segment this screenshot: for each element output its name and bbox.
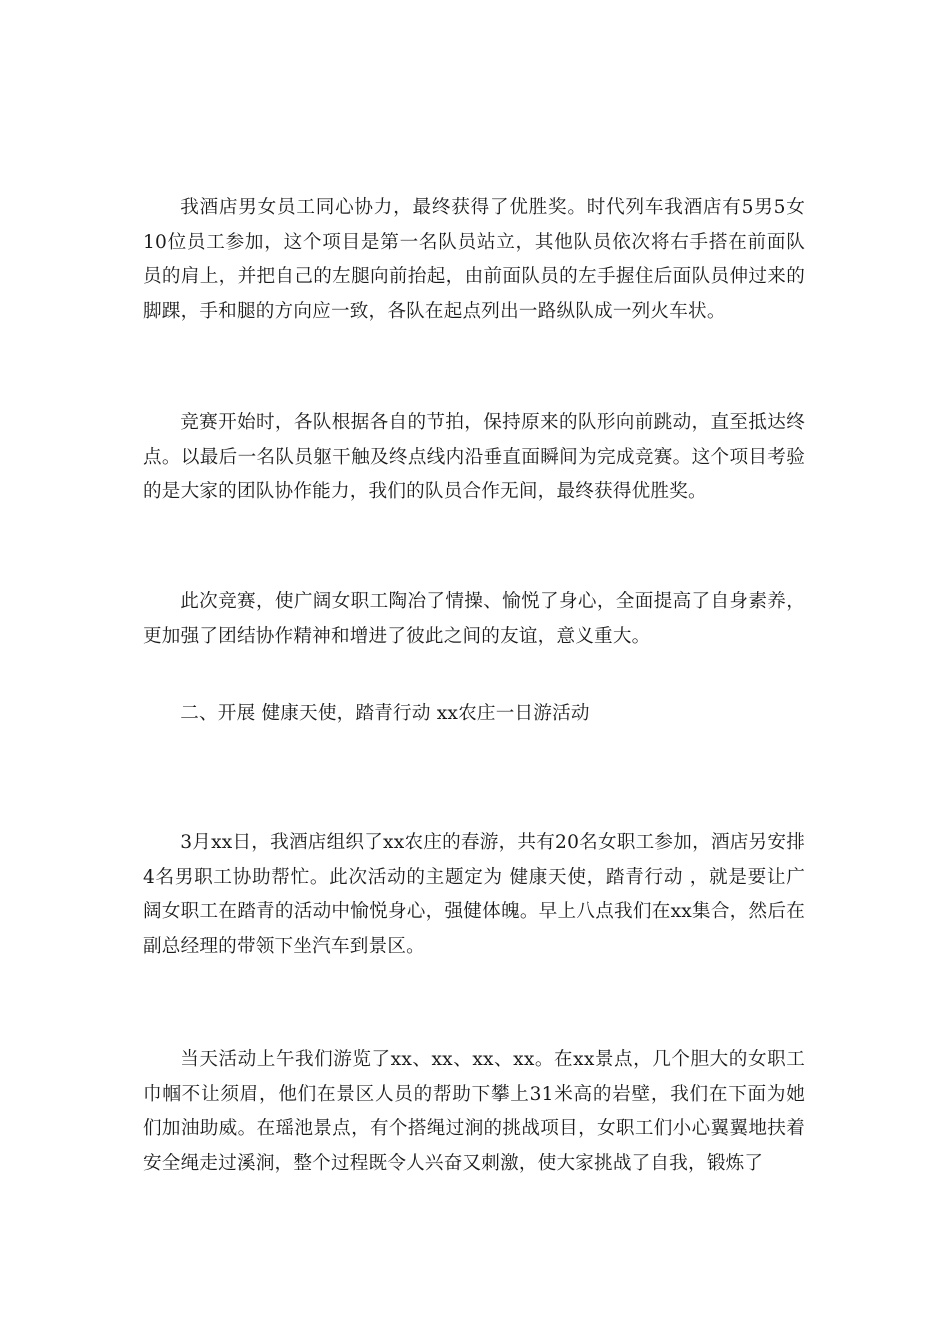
paragraph-competition-start: 竞赛开始时，各队根据各自的节拍，保持原来的队形向前跳动，直至抵达终点。以最后一名队员躯干触及终点线内沿垂直面瞬间为完成竞赛。这个项目考验的是大家的团队协作能力，我们的队员合作无间，最终获得优胜奖。 [143, 412, 805, 502]
paragraph-time-train-event: 我酒店男女员工同心协力，最终获得了优胜奖。时代列车我酒店有5男5女10位员工参加，这个项目是第一名队员站立，其他队员依次将右手搭在前面队员的肩上，并把自己的左腿向前抬起，由前面队员的左手握住后面队员伸过来的脚踝，手和腿的方向应一致，各队在起点列出一路纵队成一列火车状。 [143, 197, 805, 322]
paragraph-competition-summary: 此次竞赛，使广阔女职工陶冶了情操、愉悦了身心，全面提高了自身素养，更加强了团结协作精神和增进了彼此之间的友谊，意义重大。 [143, 591, 805, 647]
section-heading-farm-trip: 二、开展 健康天使，踏青行动 xx农庄一日游活动 [180, 703, 590, 724]
paragraph-spring-outing: 3月xx日，我酒店组织了xx农庄的春游，共有20名女职工参加，酒店另安排4名男职工协助帮忙。此次活动的主题定为 健康天使，踏青行动 ，就是要让广阔女职工在踏青的活动中愉悦身心，强健体魄。早上八点我们在xx集合，然后在副总经理的带领下坐汽车到景区。 [143, 832, 805, 957]
paragraph-sightseeing: 当天活动上午我们游览了xx、xx、xx、xx。在xx景点，几个胆大的女职工巾帼不让须眉，他们在景区人员的帮助下攀上31米高的岩壁，我们在下面为她们加油助威。在瑶池景点，有个搭绳过涧的挑战项目，女职工们小心翼翼地扶着安全绳走过溪涧，整个过程既令人兴奋又刺激，使大家挑战了自我，锻炼了 [143, 1049, 805, 1174]
